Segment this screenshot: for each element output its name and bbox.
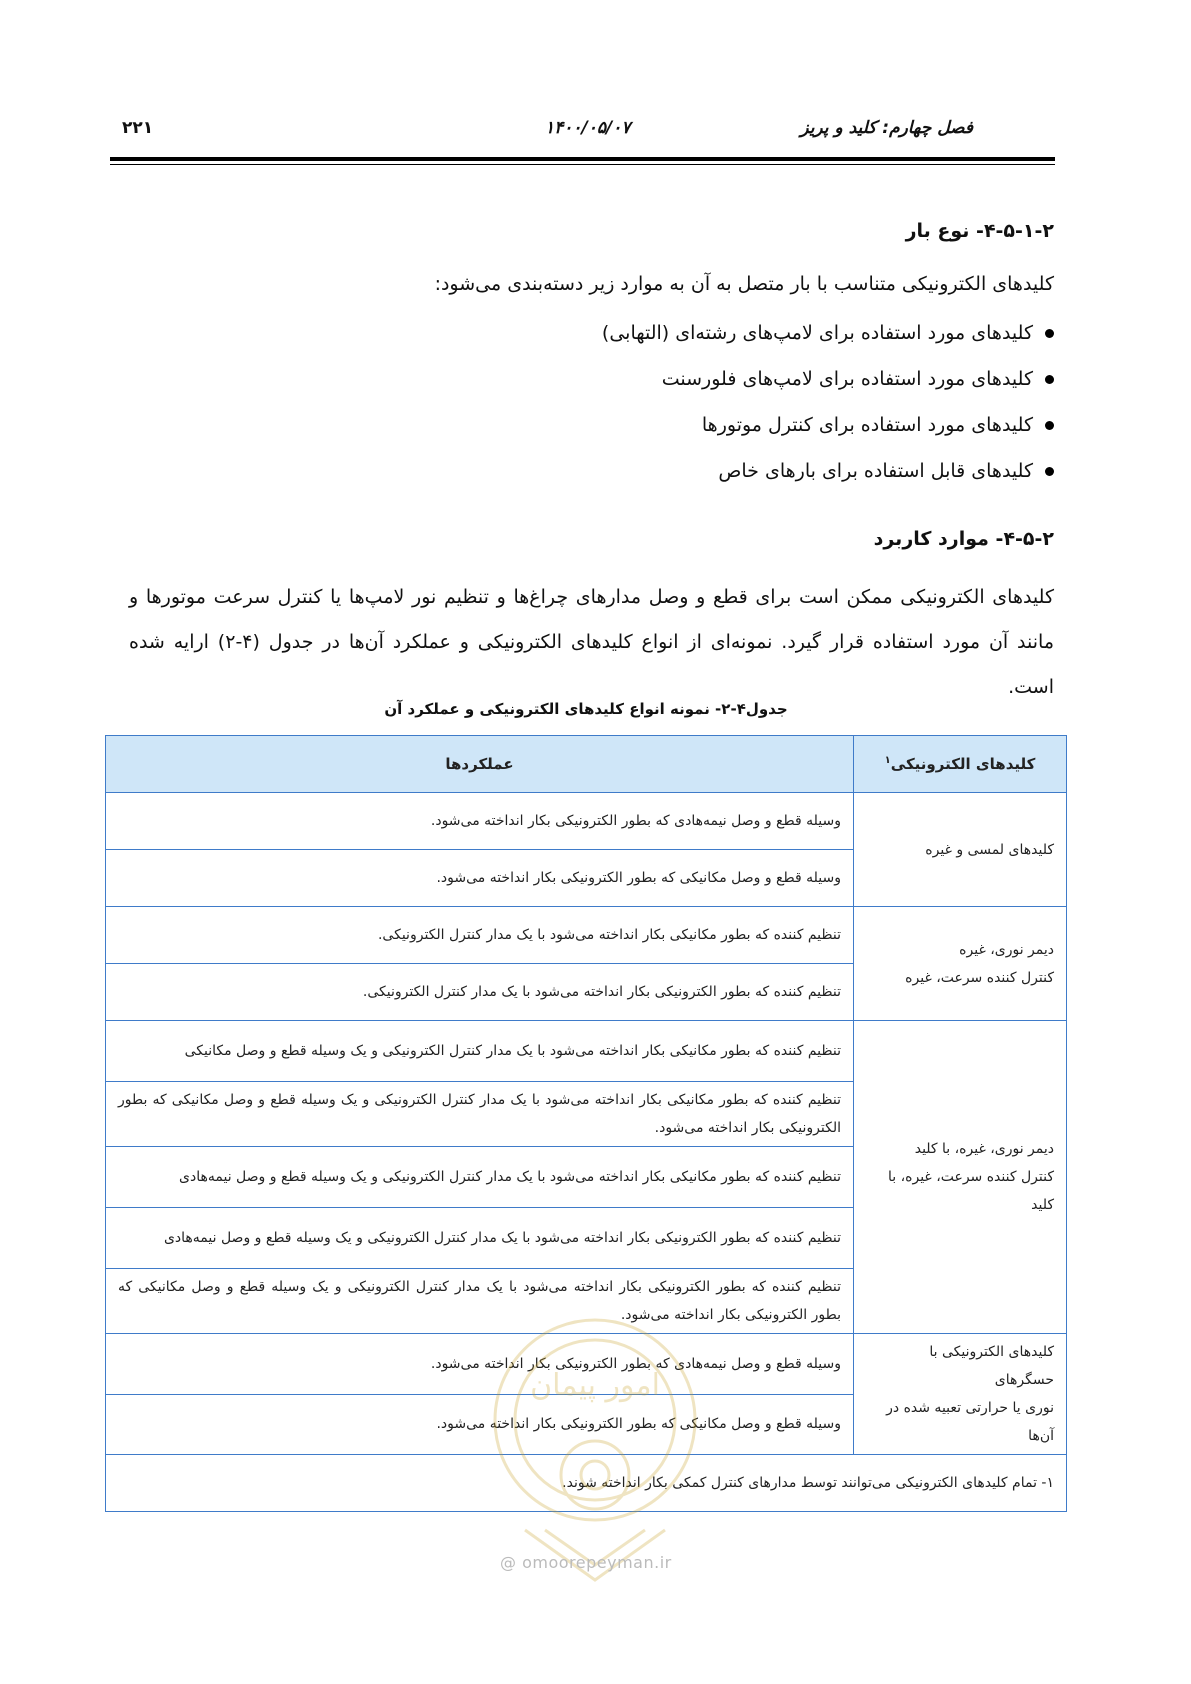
table-row: [106, 793, 1067, 850]
function-cell: تنظیم کننده که بطور مکانیکی بکار انداخته می‌شود با یک مدار کنترل الکترونیکی و یک وسیله قطع و وصل مکانیکی: [106, 1021, 854, 1082]
switch-function-table: [105, 735, 1067, 1512]
table-footnote-row: [106, 1455, 1067, 1512]
function-cell: تنظیم کننده که بطور مکانیکی بکار انداخته می‌شود با یک مدار کنترل الکترونیکی و یک وسیله قطع و وصل مکانیکی که بطور الکترونیکی بکار انداخته می‌شود.: [106, 1082, 854, 1147]
footnote-marker: ۱: [884, 755, 891, 766]
switch-type-cell: دیمر نوری، غیره کنترل کننده سرعت، غیره: [854, 907, 1067, 1021]
bullet-icon: [1045, 375, 1054, 384]
function-cell: وسیله قطع و وصل مکانیکی که بطور الکترونیکی بکار انداخته می‌شود.: [106, 850, 854, 907]
switch-type-cell: کلیدهای الکترونیکی با حسگرهای نوری یا حرارتی تعبیه شده در آن‌ها: [854, 1334, 1067, 1455]
function-cell: تنظیم کننده که بطور الکترونیکی بکار انداخته می‌شود با یک مدار کنترل الکترونیکی و یک وسیله قطع و وصل مکانیکی که بطور الکترونیکی بکار انداخته می‌شود.: [106, 1269, 854, 1334]
function-cell: وسیله قطع و وصل مکانیکی که بطور الکترونیکی بکار انداخته می‌شود.: [106, 1394, 854, 1455]
watermark-text: @ omoorepeyman.ir: [500, 1553, 672, 1572]
table-row: [106, 907, 1067, 964]
bullet-icon: [1045, 329, 1054, 338]
section-heading-load-type: ۴-۵-۱-۲- نوع بار: [905, 220, 1054, 242]
header-rule-thick: [110, 157, 1055, 161]
function-cell: تنظیم کننده که بطور مکانیکی بکار انداخته می‌شود با یک مدار کنترل الکترونیکی.: [106, 907, 854, 964]
switch-type-cell: کلیدهای لمسی و غیره: [854, 793, 1067, 907]
usage-paragraph: کلیدهای الکترونیکی ممکن است برای قطع و وصل مدارهای چراغ‌ها و تنظیم نور لامپ‌ها یا کنترل سرعت موتورها و مانند آن مورد استفاده قرار گیرد. نمونه‌ای از انواع کلیدهای الکترونیکی و عملکرد آن‌ها در جدول (۴-۲) ارایه شده است.: [129, 586, 1055, 698]
list-item: کلیدهای مورد استفاده برای کنترل موتورها: [602, 402, 1054, 448]
load-type-list: [602, 310, 1054, 494]
chapter-title: فصل چهارم: کلید و پریز: [800, 118, 973, 138]
table-row: [106, 1334, 1067, 1395]
function-cell: وسیله قطع و وصل نیمه‌هادی که بطور الکترونیکی بکار انداخته می‌شود.: [106, 793, 854, 850]
table-row: [106, 1021, 1067, 1082]
table-footnote: ۱- تمام کلیدهای الکترونیکی می‌توانند توسط مدارهای کنترل کمکی بکار انداخته شوند.: [106, 1455, 1067, 1512]
switch-type-cell: دیمر نوری، غیره، با کلید کنترل کننده سرعت، غیره، با کلید: [854, 1021, 1067, 1334]
section-intro: کلیدهای الکترونیکی متناسب با بار متصل به آن به موارد زیر دسته‌بندی می‌شود:: [434, 273, 1054, 295]
bullet-icon: [1045, 467, 1054, 476]
function-cell: تنظیم کننده که بطور الکترونیکی بکار انداخته می‌شود با یک مدار کنترل الکترونیکی و یک وسیله قطع و وصل نیمه‌هادی: [106, 1208, 854, 1269]
table-caption: جدول۴-۲- نمونه انواع کلیدهای الکترونیکی و عملکرد آن: [384, 700, 788, 718]
table-header-function: عملکردها: [106, 736, 854, 793]
function-cell: تنظیم کننده که بطور مکانیکی بکار انداخته می‌شود با یک مدار کنترل الکترونیکی و یک وسیله قطع و وصل نیمه‌هادی: [106, 1147, 854, 1208]
list-item: کلیدهای مورد استفاده برای لامپ‌های فلورسنت: [602, 356, 1054, 402]
list-item: کلیدهای مورد استفاده برای لامپ‌های رشته‌ای (التهابی): [602, 310, 1054, 356]
table-header-switch: کلیدهای الکترونیکی$^۱$: [854, 736, 1067, 793]
bullet-icon: [1045, 421, 1054, 430]
page-number: ۲۲۱: [122, 118, 154, 138]
header-rule-thin: [110, 164, 1055, 165]
list-item: کلیدهای قابل استفاده برای بارهای خاص: [602, 448, 1054, 494]
header-date: ۱۴۰۰/۰۵/۰۷: [545, 118, 631, 138]
watermark-seal-label: امور پیمان: [530, 1368, 660, 1403]
section-heading-usage: ۴-۵-۲- موارد کاربرد: [873, 528, 1054, 550]
function-cell: وسیله قطع و وصل نیمه‌هادی که بطور الکترونیکی بکار انداخته می‌شود.: [106, 1334, 854, 1395]
function-cell: تنظیم کننده که بطور الکترونیکی بکار انداخته می‌شود با یک مدار کنترل الکترونیکی.: [106, 964, 854, 1021]
